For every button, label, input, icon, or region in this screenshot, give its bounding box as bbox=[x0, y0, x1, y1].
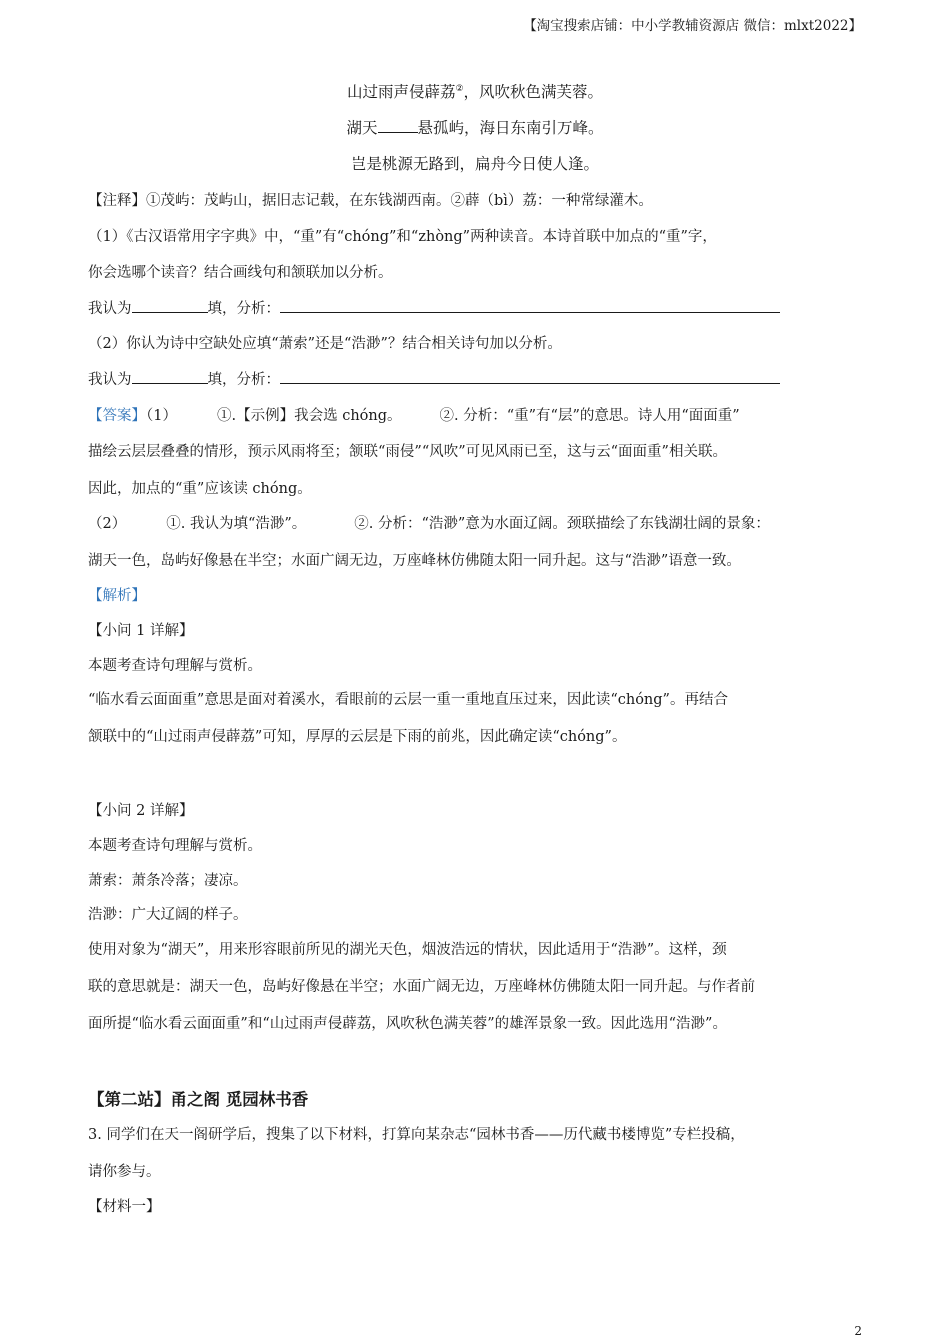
question-2-answer-line bbox=[88, 368, 780, 389]
answer-part-1-analysis: ②. 分析：“重”有“层”的意思。诗人用“面面重” bbox=[439, 408, 740, 424]
subquestion-1-line-2: “临水看云面面重”意思是面对着溪水，看眼前的云层一重一重地直压过来，因此读“chóng”。再结合 bbox=[88, 692, 728, 708]
answer-prefix: 我认为 bbox=[88, 301, 132, 317]
answer-part-2-analysis: ②. 分析：“浩渺”意为水面辽阔。颈联描绘了东钱湖壮阔的景象： bbox=[354, 516, 770, 532]
answer-tag: 【答案】 bbox=[88, 408, 146, 424]
subquestion-1-line-3: 颔联中的“山过雨声侵薜荔”可知，厚厚的云层是下雨的前兆，因此确定读“chóng”。 bbox=[88, 729, 627, 745]
answer-line-4 bbox=[88, 512, 770, 533]
question-3-line-2: 请你参与。 bbox=[88, 1164, 161, 1180]
poem-line-3: 岂是桃源无路到，扁舟今日使人逢。 bbox=[350, 155, 599, 173]
poem-line-1 bbox=[0, 80, 950, 102]
poem-line-2-end: 悬孤屿，海日东南引万峰。 bbox=[417, 119, 604, 137]
subquestion-2-line-4: 使用对象为“湖天”，用来形容眼前所见的湖光天色，烟波浩远的情状，因此适用于“浩渺”。这样，颈 bbox=[88, 942, 727, 958]
poem-line-1-text: 山过雨声侵薜荔 bbox=[346, 83, 456, 101]
question-3-line-1: 3. 同学们在天一阁研学后，搜集了以下材料，打算向某杂志“园林书香——历代藏书楼博览”专栏投稿， bbox=[88, 1127, 745, 1143]
answer-blank-2[interactable] bbox=[132, 369, 208, 384]
poem-line-2 bbox=[0, 116, 950, 138]
subquestion-2-title: 【小问 2 详解】 bbox=[88, 803, 194, 819]
answer-line-5: 湖天一色，岛屿好像悬在半空；水面广阔无边，万座峰林仿佛随太阳一同升起。这与“浩渺”语意一致。 bbox=[88, 553, 741, 569]
question-1-answer-line bbox=[88, 297, 780, 318]
analysis-blank-1[interactable] bbox=[280, 298, 780, 313]
answer-line-1 bbox=[88, 404, 740, 425]
page-header: 【淘宝搜索店铺：中小学教辅资源店 微信：mlxt2022】 bbox=[523, 18, 862, 34]
answer-line-2: 描绘云层层叠叠的情形，预示风雨将至；颔联“雨侵”“风吹”可见风雨已至，这与云“面面重”相关联。 bbox=[88, 444, 727, 460]
section-title: 【第二站】甬之阁 觅园林书香 bbox=[88, 1090, 309, 1109]
subquestion-2-line-1: 本题考查诗句理解与赏析。 bbox=[88, 838, 262, 854]
answer-line-3: 因此，加点的“重”应该读 chóng。 bbox=[88, 481, 312, 497]
answer-part-2: （2） bbox=[88, 516, 127, 532]
answer-mid: 填，分析： bbox=[207, 301, 280, 317]
subquestion-2-line-3: 浩渺：广大辽阔的样子。 bbox=[88, 907, 248, 923]
answer-part-1-choice: ①.【示例】我会选 chóng。 bbox=[216, 408, 402, 424]
subquestion-1-line-1: 本题考查诗句理解与赏析。 bbox=[88, 658, 262, 674]
question-1-line-1: （1）《古汉语常用字字典》中，“重”有“chóng”和“zhòng”两种读音。本诗首联中加点的“重”字， bbox=[88, 229, 717, 245]
subquestion-2-line-6: 面所提“临水看云面面重”和“山过雨声侵薜荔，风吹秋色满芙蓉”的雄浑景象一致。因此选用“浩渺”。 bbox=[88, 1016, 727, 1032]
poem-line-2-start: 湖天 bbox=[346, 119, 378, 137]
material-1-label: 【材料一】 bbox=[88, 1199, 161, 1215]
note-marker: ② bbox=[455, 83, 464, 94]
analysis-blank-2[interactable] bbox=[280, 369, 780, 384]
answer-mid: 填，分析： bbox=[207, 372, 280, 388]
poem-line-1-rest: ，风吹秋色满芙蓉。 bbox=[463, 83, 604, 101]
question-1-line-2: 你会选哪个读音？结合画线句和颔联加以分析。 bbox=[88, 265, 393, 281]
subquestion-2-line-2: 萧索：萧条冷落；凄凉。 bbox=[88, 873, 248, 889]
question-2-line-1: （2）你认为诗中空缺处应填“萧索”还是“浩渺”？结合相关诗句加以分析。 bbox=[88, 336, 562, 352]
subquestion-1-title: 【小问 1 详解】 bbox=[88, 623, 194, 639]
notes: 【注释】①茂屿：茂屿山，据旧志记载，在东钱湖西南。②薜（bì）荔：一种常绿灌木。 bbox=[88, 193, 653, 209]
analysis-tag: 【解析】 bbox=[88, 588, 146, 604]
answer-blank-1[interactable] bbox=[132, 298, 208, 313]
subquestion-2-line-5: 联的意思就是：湖天一色，岛屿好像悬在半空；水面广阔无边，万座峰林仿佛随太阳一同升起。与作者前 bbox=[88, 979, 755, 995]
page-number: 2 bbox=[854, 1324, 862, 1338]
answer-prefix: 我认为 bbox=[88, 372, 132, 388]
answer-part-1: （1） bbox=[146, 408, 177, 424]
poem-blank bbox=[378, 118, 418, 133]
answer-part-2-choice: ①. 我认为填“浩渺”。 bbox=[166, 516, 307, 532]
